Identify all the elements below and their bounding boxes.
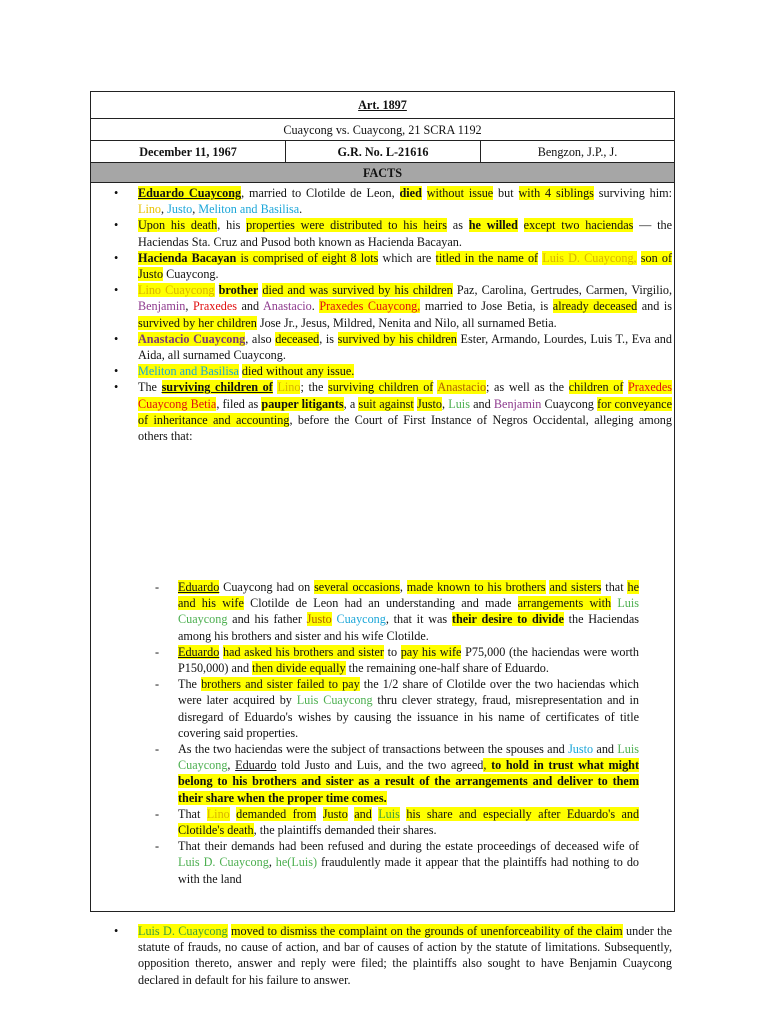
gr-number: G.R. No. L-21616 — [286, 141, 481, 162]
allegation-5: - That Lino demanded from Justo and Luis his share and especially after Eduardo's and Clotilde's death, the plaintiffs demanded their shares. — [91, 806, 674, 838]
facts-label: FACTS — [362, 166, 403, 180]
fact-item-1: • Eduardo Cuaycong, married to Clotilde de Leon, died without issue but with 4 siblings surviving him: Lino, Justo, Meliton and Basilisa. — [91, 185, 674, 217]
ponente: Bengzon, J.P., J. — [537, 145, 618, 159]
allegation-6: - That their demands had been refused and during the estate proceedings of deceased wife of Luis D. Cuaycong, he(Luis) fraudulently made it appear that the plaintiffs had nothing to do with the land — [91, 838, 674, 887]
case-name: Cuaycong vs. Cuaycong, 21 SCRA 1192 — [283, 123, 482, 137]
article-title-row — [91, 92, 674, 119]
allegations-list — [91, 579, 674, 887]
case-meta-row — [91, 141, 674, 163]
case-digest-table — [90, 91, 675, 987]
fact-item-8: • Luis D. Cuaycong moved to dismiss the complaint on the grounds of unenforceability of the claim under the statute of frauds, no cause of action, and bar of causes of action by the statute of limitations. Subsequently, opposition thereto, answer and reply were filed; the plaintiffs also sought to have Benjamin Cuaycong declared in default for his failure to answer. — [91, 923, 674, 988]
fact-item-2: • Upon his death, his properties were distributed to his heirs as he willed except two haciendas — the Haciendas Sta. Cruz and Pusod both known as Hacienda Bacayan. — [91, 217, 674, 249]
case-name-row — [91, 119, 674, 141]
facts-body — [91, 183, 674, 987]
fact-item-4: • Lino Cuaycong brother died and was survived by his children Paz, Carolina, Gertrudes, Carmen, Virgilio, Benjamin, Praxedes and Anastacio. Praxedes Cuaycong, married to Jose Betia, is already deceased and is survived by her children Jose Jr., Jesus, Mildred, Nenita and Nilo, all surnamed Betia. — [91, 282, 674, 331]
allegation-4: - As the two haciendas were the subject of transactions between the spouses and Justo and Luis Cuaycong, Eduardo told Justo and Luis, and the two agreed, to hold in trust what might belong to his brothers and sister as a result of the arrangements and deliver to them their share when the proper time comes. — [91, 741, 674, 806]
fact-item-7: • The surviving children of Lino; the surviving children of Anastacio; as well as the children of Praxedes Cuaycong Betia, filed as pauper litigants, a suit against Justo, Luis and Benjamin Cuaycong for conveyance of inheritance and accounting, before the Court of First Instance of Negros Occidental, alleging among others that: — [91, 379, 674, 444]
allegation-1: - Eduardo Cuaycong had on several occasions, made known to his brothers and sisters that he and his wife Clotilde de Leon had an understanding and made arrangements with Luis Cuaycong and his father Justo Cuaycong, that it was their desire to divide the Haciendas among his brothers and sister and his wife Clotilde. — [91, 579, 674, 644]
fact-item-5: • Anastacio Cuaycong, also deceased, is survived by his children Ester, Armando, Lourdes, Luis T., Eva and Aida, all surnamed Cuaycong. — [91, 331, 674, 363]
decision-date: December 11, 1967 — [91, 141, 286, 162]
facts-header — [91, 163, 674, 183]
allegation-3: - The brothers and sister failed to pay the 1/2 share of Clotilde over the two haciendas which were later acquired by Luis Cuaycong thru clever strategy, fraud, misrepresentation and in disregard of Eduardo's wishes by causing the issuance in his name of certificates of title covering said properties. — [91, 676, 674, 741]
facts-list — [91, 185, 674, 444]
allegation-2: - Eduardo had asked his brothers and sister to pay his wife P75,000 (the haciendas were worth P150,000) and then divide equally the remaining one-half share of Eduardo. — [91, 644, 674, 676]
fact-item-3: • Hacienda Bacayan is comprised of eight 8 lots which are titled in the name of Luis D. Cuaycong, son of Justo Cuaycong. — [91, 250, 674, 282]
fact-item-6: • Meliton and Basilisa died without any issue. — [91, 363, 674, 379]
article-title: Art. 1897 — [358, 98, 407, 112]
procedural-list — [91, 923, 674, 988]
